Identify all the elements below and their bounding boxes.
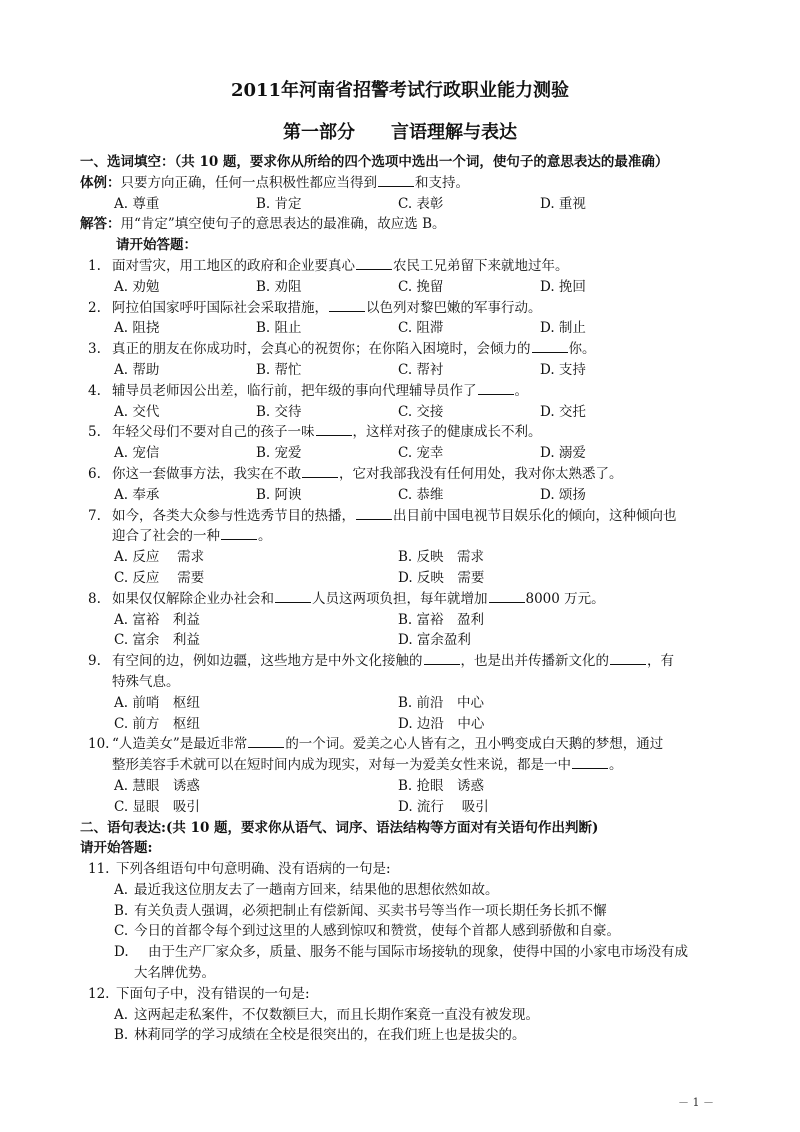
- part-title-number: 第一部分: [283, 122, 355, 143]
- question-9: [88, 651, 728, 672]
- option-letter: B.: [114, 902, 129, 919]
- question-1: [88, 256, 728, 277]
- question-text: 面对雪灾，用工地区的政府和企业要真心: [112, 257, 355, 274]
- option: D. 挽回: [540, 278, 586, 295]
- blank: [329, 298, 365, 312]
- option: B. 交待: [256, 403, 302, 420]
- question-12: [88, 984, 728, 1005]
- option: C. 反应 需要: [114, 569, 205, 586]
- question-10-options-row2: [88, 797, 728, 818]
- question-text: ，也是出并传播新文化的: [460, 653, 609, 670]
- part-title: [0, 118, 800, 144]
- section2-heading: 二、语句表达:(共 10 题，要求你从语气、词序、语法结构等方面对有关语句作出判断): [80, 819, 599, 836]
- option: A. 交代: [114, 403, 160, 420]
- option: C. 显眼 吸引: [114, 798, 200, 815]
- example-text-b: 和支持。: [415, 174, 469, 191]
- page-number: － 1 －: [678, 1096, 714, 1109]
- document-title: 2011年河南省招警考试行政职业能力测验: [230, 80, 570, 101]
- example-options: [88, 194, 728, 215]
- question-12-option-a: [88, 1005, 728, 1026]
- blank: [572, 755, 608, 769]
- question-number: 11.: [88, 861, 110, 878]
- section1-heading: 一、选词填空：（共 10 题，要求你从所给的四个选项中选出一个词，使句子的意思表达的最准确）: [80, 154, 669, 170]
- option: B. 肯定: [256, 195, 302, 212]
- option: B. 劝阻: [256, 278, 302, 295]
- question-text: 你。: [568, 341, 596, 358]
- part-title-name: 言语理解与表达: [391, 122, 517, 143]
- question-10-options-row1: [88, 776, 728, 797]
- blank: [316, 422, 352, 436]
- question-text: 你这一套做事方法，我实在不敢: [112, 465, 301, 482]
- option: B. 阻止: [256, 320, 302, 337]
- option-letter: C.: [114, 923, 129, 940]
- question-text: 下面句子中，没有错误的一句是:: [116, 985, 310, 1002]
- blank: [302, 464, 338, 478]
- question-number: 9.: [88, 653, 101, 670]
- option: D. 流行 吸引: [398, 798, 489, 815]
- question-5-options: [88, 443, 728, 464]
- question-number: 1.: [88, 257, 101, 274]
- option: B. 富裕 盈利: [398, 611, 485, 628]
- question-7: [88, 506, 728, 527]
- question-number: 3.: [88, 341, 101, 358]
- option-letter: B.: [114, 1027, 129, 1044]
- option: A. 劝勉: [114, 278, 160, 295]
- blank: [275, 589, 311, 603]
- question-2-options: [88, 318, 728, 339]
- question-text: 迎合了社会的一种: [112, 528, 220, 545]
- question-6-options: [88, 485, 728, 506]
- question-12-option-b: [88, 1025, 728, 1046]
- question-text: 。: [258, 528, 272, 545]
- question-1-options: [88, 277, 728, 298]
- question-text: ，有: [647, 653, 674, 670]
- option: B. 前沿 中心: [398, 694, 485, 711]
- option: A. 反应 需求: [114, 549, 205, 566]
- option: C. 富余 利益: [114, 632, 200, 649]
- option-text: 今日的首都令每个到过这里的人感到惊叹和赞赏，使每个首都人感到骄傲和自豪。: [134, 923, 620, 940]
- question-7-cont: [88, 526, 728, 547]
- option: C. 表彰: [398, 195, 444, 212]
- question-number: 2.: [88, 299, 101, 316]
- option: D. 反映 需要: [398, 569, 485, 586]
- question-8-options-row2: [88, 630, 728, 651]
- example-text-a: 只要方向正确，任何一点积极性都应当得到: [120, 174, 377, 191]
- blank: [378, 173, 414, 187]
- question-7-options-row2: [88, 568, 728, 589]
- option: B. 阿谀: [256, 486, 302, 503]
- option: D. 溺爱: [540, 445, 586, 462]
- option: C. 恭维: [398, 486, 444, 503]
- question-text: 阿拉伯国家呼吁国际社会采取措施，: [112, 299, 328, 316]
- question-9-options-row1: [88, 693, 728, 714]
- question-11-option-a: [88, 880, 728, 901]
- blank: [489, 589, 525, 603]
- question-text: 的一个词。爱美之心人皆有之，丑小鸭变成白天鹅的梦想，通过: [285, 736, 664, 753]
- example-label: 体例：: [80, 174, 121, 191]
- blank: [248, 734, 284, 748]
- question-11-option-c: [88, 921, 728, 942]
- document-body: [80, 152, 728, 1046]
- option: A. 帮助: [114, 361, 160, 378]
- question-text: 年轻父母们不要对自己的孩子一味: [112, 424, 315, 441]
- question-number: 12.: [88, 985, 110, 1002]
- option-text: 这两起走私案件，不仅数额巨大，而且长期作案竟一直没有被发现。: [134, 1006, 539, 1023]
- question-11-option-d: [88, 942, 728, 963]
- question-4-options: [88, 402, 728, 423]
- question-text: 下列各组语句中句意明确、没有语病的一句是:: [116, 861, 391, 878]
- question-11-option-d-cont: 大名牌优势。: [134, 965, 215, 982]
- question-2: [88, 298, 728, 319]
- blank: [356, 506, 392, 520]
- question-text: 出目前中国电视节目娱乐化的倾向，这种倾向也: [393, 507, 677, 524]
- option: D. 支持: [540, 361, 586, 378]
- option-text: 由于生产厂家众多，质量、服务不能与国际市场接轨的现象，使得中国的小家电市场没有成: [148, 944, 688, 961]
- option: D. 颂扬: [540, 486, 586, 503]
- question-9-cont: 特殊气息。: [112, 673, 180, 690]
- question-number: 4.: [88, 382, 101, 399]
- question-text: ，这样对孩子的健康成长不利。: [352, 424, 542, 441]
- question-number: 5.: [88, 424, 101, 441]
- question-11-option-b: [88, 901, 728, 922]
- option: B. 帮忙: [256, 361, 302, 378]
- question-11: [88, 859, 728, 880]
- question-number: 10.: [88, 736, 110, 753]
- question-3: [88, 339, 728, 360]
- option: A. 前哨 枢纽: [114, 694, 200, 711]
- option: B. 反映 需求: [398, 549, 485, 566]
- question-text: 。: [609, 757, 623, 774]
- option: A. 宠信: [114, 445, 160, 462]
- option: D. 富余盈利: [398, 632, 471, 649]
- question-5: [88, 422, 728, 443]
- question-text: 以色列对黎巴嫩的军事行动。: [366, 299, 542, 316]
- option: D. 边沿 中心: [398, 715, 485, 732]
- option-letter: A.: [114, 881, 129, 898]
- option: D. 制止: [540, 320, 586, 337]
- option: B. 抢眼 诱惑: [398, 777, 485, 794]
- question-text: 如今，各类大众参与性选秀节目的热播，: [112, 507, 355, 524]
- option: B. 宠爱: [256, 445, 302, 462]
- question-text: 。: [514, 382, 528, 399]
- question-text: 真正的朋友在你成功时，会真心的祝贺你；在你陷入困境时，会倾力的: [112, 341, 531, 358]
- question-7-options-row1: [88, 547, 728, 568]
- blank: [610, 651, 646, 665]
- option: D. 重视: [540, 195, 586, 212]
- question-9-options-row2: [88, 714, 728, 735]
- question-text: 人员这两项负担，每年就增加: [312, 590, 488, 607]
- answer-label: 解答：: [80, 216, 121, 233]
- question-8: [88, 589, 728, 610]
- question-text: 8000 万元。: [525, 590, 605, 607]
- option: A. 慧眼 诱惑: [114, 777, 200, 794]
- question-text: 辅导员老师因公出差，临行前，把年级的事向代理辅导员作了: [112, 382, 477, 399]
- answer-text: 用“肯定”填空使句子的意思表达的最准确，故应选 B。: [120, 216, 446, 233]
- question-6: [88, 464, 728, 485]
- option-text: 最近我这位朋友去了一趟南方回来，结果他的思想依然如故。: [134, 881, 499, 898]
- section1-start: 请开始答题：: [116, 237, 197, 254]
- example-line: [80, 173, 728, 194]
- option: C. 宠幸: [398, 445, 444, 462]
- option: A. 阻挠: [114, 320, 160, 337]
- question-3-options: [88, 360, 728, 381]
- question-10-cont: [88, 755, 728, 776]
- section2-start: 请开始答题:: [80, 840, 153, 857]
- option: C. 前方 枢纽: [114, 715, 200, 732]
- option: C. 阻滞: [398, 320, 444, 337]
- option: C. 挽留: [398, 278, 444, 295]
- question-4: [88, 381, 728, 402]
- question-text: 如果仅仅解除企业办社会和: [112, 590, 274, 607]
- question-number: 8.: [88, 590, 101, 607]
- option-text: 有关负责人强调，必须把制止有偿新闻、买卖书号等当作一项长期任务长抓不懈: [134, 902, 607, 919]
- option: A. 尊重: [114, 195, 160, 212]
- answer-line: [80, 214, 728, 235]
- question-text: 农民工兄弟留下来就地过年。: [393, 257, 569, 274]
- question-number: 6.: [88, 465, 101, 482]
- question-text: ，它对我部我没有任何用处，我对你太熟悉了。: [339, 465, 623, 482]
- option-text: 林莉同学的学习成绩在全校是很突出的，在我们班上也是拔尖的。: [134, 1027, 526, 1044]
- blank: [532, 339, 568, 353]
- question-text: 有空间的边，例如边疆，这些地方是中外文化接触的: [112, 653, 423, 670]
- option: C. 交接: [398, 403, 444, 420]
- question-number: 7.: [88, 507, 101, 524]
- blank: [356, 256, 392, 270]
- option: D. 交托: [540, 403, 586, 420]
- option: C. 帮衬: [398, 361, 444, 378]
- question-10: [88, 734, 728, 755]
- blank: [424, 651, 460, 665]
- option: A. 奉承: [114, 486, 160, 503]
- question-text: “人造美女”是最近非常: [112, 736, 248, 753]
- blank: [478, 381, 514, 395]
- blank: [221, 526, 257, 540]
- question-text: 整形美容手术就可以在短时间内成为现实，对每一为爱美女性来说，都是一中: [112, 757, 571, 774]
- option-letter: D.: [114, 944, 129, 961]
- question-8-options-row1: [88, 610, 728, 631]
- option-letter: A.: [114, 1006, 129, 1023]
- option: A. 富裕 利益: [114, 611, 200, 628]
